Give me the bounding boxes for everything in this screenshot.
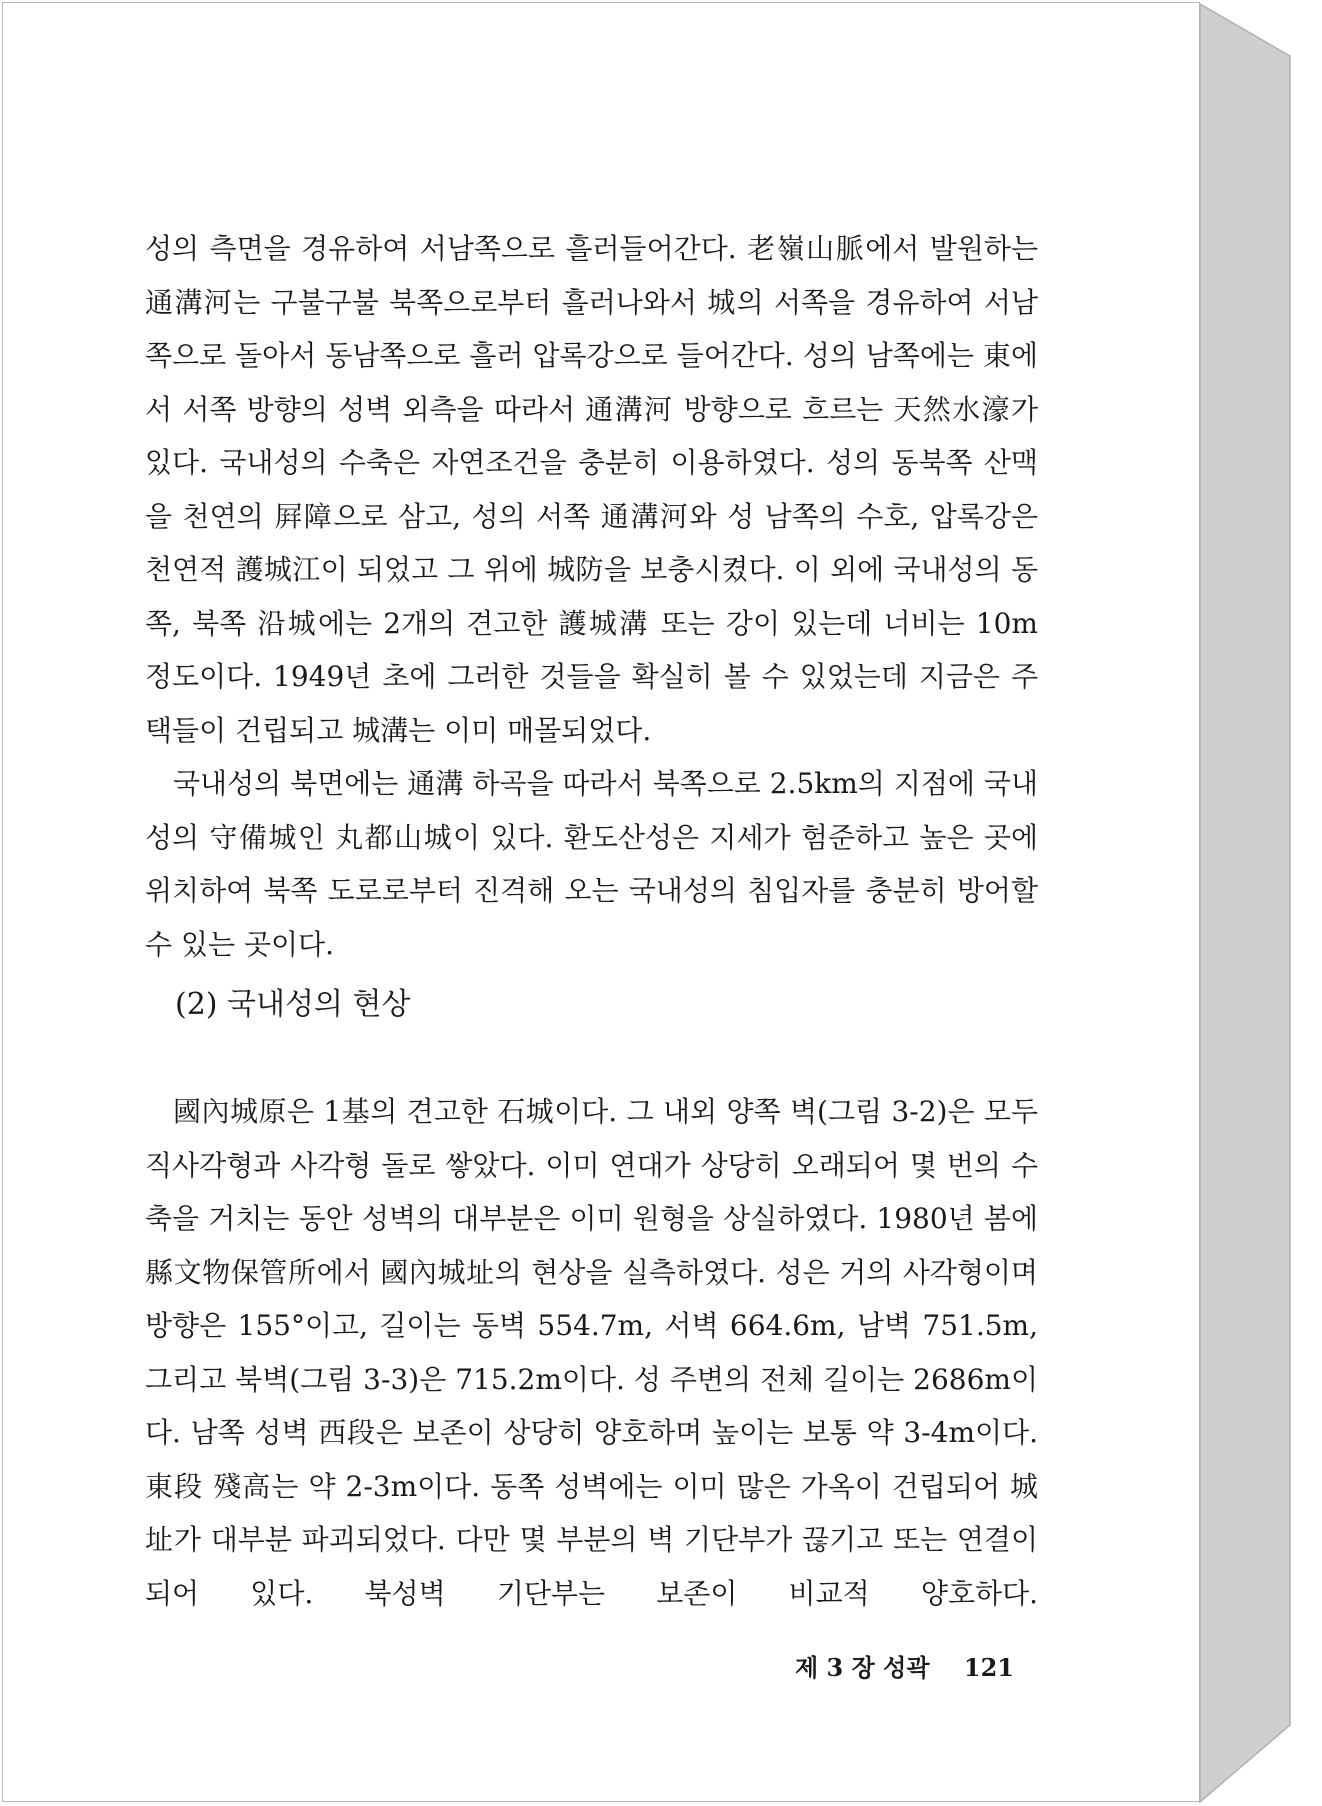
page-number: 121 (963, 1653, 1014, 1682)
section-heading: (2) 국내성의 현상 (175, 987, 411, 1022)
body-text-top (145, 222, 1038, 971)
paragraph-1: 성의 측면을 경유하여 서남쪽으로 흘러들어간다. 老嶺山脈에서 발원하는 通溝河는 구불구불 북쪽으로부터 흘러나와서 城의 서쪽을 경유하여 서남쪽으로 돌아서 동남쪽으로 흘러 압록강으로 들어간다. 성의 남쪽에는 東에서 서쪽 방향의 성벽 외측을 따라서 通溝河 방향으로 흐르는 天然水濠가 있다. 국내성의 수축은 자연조건을 충분히 이용하였다. 성의 동북쪽 산맥을 천연의 屛障으로 삼고, 성의 서쪽 通溝河와 성 남쪽의 수호, 압록강은 천연적 護城江이 되었고 그 위에 城防을 보충시켰다. 이 외에 국내성의 동쪽, 북쪽 沿城에는 2개의 견고한 護城溝 또는 강이 있는데 너비는 10m 정도이다. 1949년 초에 그러한 것들을 확실히 볼 수 있었는데 지금은 주택들이 건립되고 城溝는 이미 매몰되었다. (145, 232, 1038, 747)
paragraph-3: 國內城原은 1基의 견고한 石城이다. 그 내외 양쪽 벽(그림 3-2)은 모두 직사각형과 사각형 돌로 쌓았다. 이미 연대가 상당히 오래되어 몇 번의 수축을 거치는 동안 성벽의 대부분은 이미 원형을 상실하였다. 1980년 봄에 縣文物保管所에서 國內城址의 현상을 실측하였다. 성은 거의 사각형이며 방향은 155°이고, 길이는 동벽 554.7m, 서벽 664.6m, 남벽 751.5m, 그리고 북벽(그림 3-3)은 715.2m이다. 성 주변의 전체 길이는 2686m이다. 남쪽 성벽 西段은 보존이 상당히 양호하며 높이는 보통 약 3-4m이다. 東段 殘高는 약 2-3m이다. 동쪽 성벽에는 이미 많은 가옥이 건립되어 城址가 대부분 파괴되었다. 다만 몇 부분의 벽 기단부가 끊기고 또는 연결이 되어 있다. 북성벽 기단부는 보존이 비교적 양호하다. (145, 1095, 1038, 1610)
chapter-title: 제 3 장 성곽 (795, 1653, 930, 1682)
page-footer (795, 1648, 1015, 1683)
body-text-bottom (145, 1085, 1038, 1620)
paragraph-2: 국내성의 북면에는 通溝 하곡을 따라서 북쪽으로 2.5km의 지점에 국내성의 守備城인 丸都山城이 있다. 환도산성은 지세가 험준하고 높은 곳에 위치하여 북쪽 도로로부터 진격해 오는 국내성의 침입자를 충분히 방어할 수 있는 곳이다. (145, 767, 1038, 961)
